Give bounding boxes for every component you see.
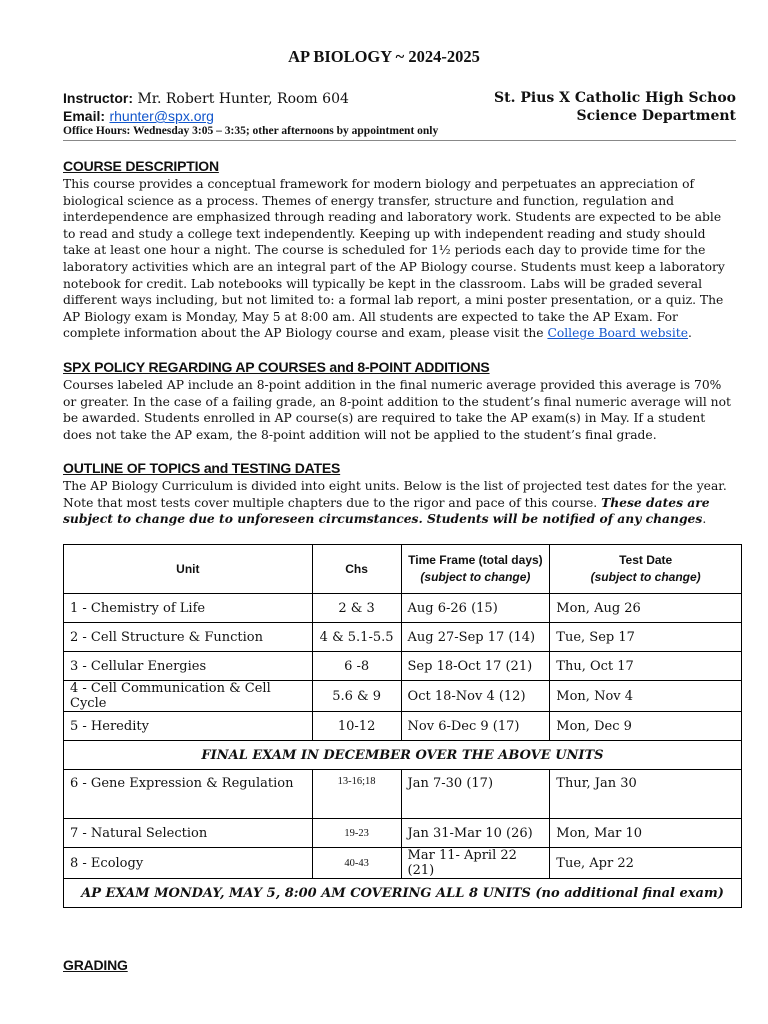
school-name: St. Pius X Catholic High Schoo	[494, 90, 736, 106]
instructor-label: Instructor:	[63, 90, 133, 106]
email-label: Email:	[63, 108, 106, 124]
test-date-cell: Thu, Oct 17	[550, 652, 742, 681]
table-row	[64, 681, 742, 712]
unit-cell: 6 - Gene Expression & Regulation	[64, 770, 313, 819]
office-hours: Office Hours: Wednesday 3:05 – 3:35; other afternoons by appointment only	[63, 125, 439, 137]
ap-exam-row	[64, 879, 742, 908]
final-exam-row	[64, 741, 742, 770]
unit-cell: 1 - Chemistry of Life	[64, 594, 313, 623]
table-row	[64, 819, 742, 848]
time-frame-cell: Jan 31-Mar 10 (26)	[401, 819, 550, 848]
header-chs: Chs	[312, 545, 401, 594]
unit-cell: 8 - Ecology	[64, 848, 313, 879]
test-date-cell: Mon, Aug 26	[550, 594, 742, 623]
topics-table	[63, 544, 742, 908]
chapters-cell: 10-12	[312, 712, 401, 741]
unit-cell: 2 - Cell Structure & Function	[64, 623, 313, 652]
college-board-link[interactable]: College Board website	[547, 326, 689, 341]
time-frame-cell: Jan 7-30 (17)	[401, 770, 550, 819]
chapters-cell: 5.6 & 9	[312, 681, 401, 712]
test-date-cell: Thur, Jan 30	[550, 770, 742, 819]
table-row	[64, 652, 742, 681]
time-frame-cell: Mar 11- April 22 (21)	[401, 848, 550, 879]
outline-emphasis: These dates are subject to change due to unforeseen circumstances. Students will be notified of any changes	[63, 494, 710, 527]
chapters-cell: 6 -8	[312, 652, 401, 681]
unit-cell: 4 - Cell Communication & Cell Cycle	[64, 681, 313, 712]
test-date-cell: Mon, Nov 4	[550, 681, 742, 712]
header-time-frame: Time Frame (total days) (subject to change)	[401, 545, 550, 594]
time-frame-cell: Oct 18-Nov 4 (12)	[401, 681, 550, 712]
course-description-heading: COURSE DESCRIPTION	[63, 158, 219, 174]
header-test-date: Test Date (subject to change)	[550, 545, 742, 594]
test-date-cell: Mon, Dec 9	[550, 712, 742, 741]
table-row	[64, 712, 742, 741]
unit-cell: 3 - Cellular Energies	[64, 652, 313, 681]
course-description-text: This course provides a conceptual framework for modern biology and perpetuates an appreciation of biological science as a process. Themes of energy transfer, structure and function, regulation and interdependence are emphasized through reading and laboratory work. Students are expected to be able to read and study a college text independently. Keeping up with independent reading and study should take at least one hour a night. The course is scheduled for 1½ periods each day to provide time for the laboratory activities which are an integral part of the AP Biology course. Students must keep a laboratory notebook for credit. Lab notebooks will typically be kept in the classroom. Labs will be graded several different ways including, but not limited to: a formal lab report, a mini poster presentation, or a quiz. The AP Biology exam is Monday, May 5 at 8:00 am. All students are expected to take the AP Exam. For complete information about the AP Biology course and exam, please visit the College Board website.	[63, 177, 725, 341]
instructor-row	[63, 90, 736, 108]
header-unit: Unit	[64, 545, 313, 594]
time-frame-cell: Aug 6-26 (15)	[401, 594, 550, 623]
table-row	[64, 623, 742, 652]
policy-heading: SPX POLICY REGARDING AP COURSES and 8-POINT ADDITIONS	[63, 359, 490, 375]
time-frame-cell: Nov 6-Dec 9 (17)	[401, 712, 550, 741]
time-frame-cell: Sep 18-Oct 17 (21)	[401, 652, 550, 681]
table-row	[64, 770, 742, 819]
header-divider	[63, 140, 736, 141]
time-frame-cell: Aug 27-Sep 17 (14)	[401, 623, 550, 652]
outline-heading: OUTLINE OF TOPICS and TESTING DATES	[63, 460, 341, 476]
email-row	[63, 108, 736, 126]
chapters-cell: 19-23	[312, 819, 401, 848]
grading-heading: GRADING	[63, 957, 128, 973]
instructor-name: Mr. Robert Hunter, Room 604	[137, 91, 349, 107]
outline-text: The AP Biology Curriculum is divided into eight units. Below is the list of projected test dates for the year. Note that most tests cover multiple chapters due to the rigor and pace of this course. These dates are subject to change due to unforeseen circumstances. Students will be notified of any changes.	[63, 479, 727, 527]
chapters-cell: 2 & 3	[312, 594, 401, 623]
final-exam-note: FINAL EXAM IN DECEMBER OVER THE ABOVE UNITS	[64, 741, 742, 770]
page-title: AP BIOLOGY ~ 2024-2025	[288, 47, 480, 66]
table-row	[64, 594, 742, 623]
department-name: Science Department	[576, 108, 736, 124]
table-header-row	[64, 545, 742, 594]
email-link[interactable]: rhunter@spx.org	[109, 108, 214, 124]
chapters-cell: 40-43	[312, 848, 401, 879]
test-date-cell: Mon, Mar 10	[550, 819, 742, 848]
policy-text: Courses labeled AP include an 8-point addition in the final numeric average provided this average is 70% or greater. In the case of a failing grade, an 8-point addition to the student’s final numeric average will not be awarded. Students enrolled in AP course(s) are required to take the AP exam(s) in May. If a student does not take the AP exam, the 8-point addition will not be applied to the student’s final grade.	[63, 378, 731, 442]
unit-cell: 5 - Heredity	[64, 712, 313, 741]
table-row	[64, 848, 742, 879]
test-date-cell: Tue, Apr 22	[550, 848, 742, 879]
chapters-cell: 4 & 5.1-5.5	[312, 623, 401, 652]
ap-exam-note: AP EXAM MONDAY, MAY 5, 8:00 AM COVERING ALL 8 UNITS (no additional final exam)	[64, 879, 742, 908]
unit-cell: 7 - Natural Selection	[64, 819, 313, 848]
test-date-cell: Tue, Sep 17	[550, 623, 742, 652]
chapters-cell: 13-16;18	[312, 770, 401, 819]
